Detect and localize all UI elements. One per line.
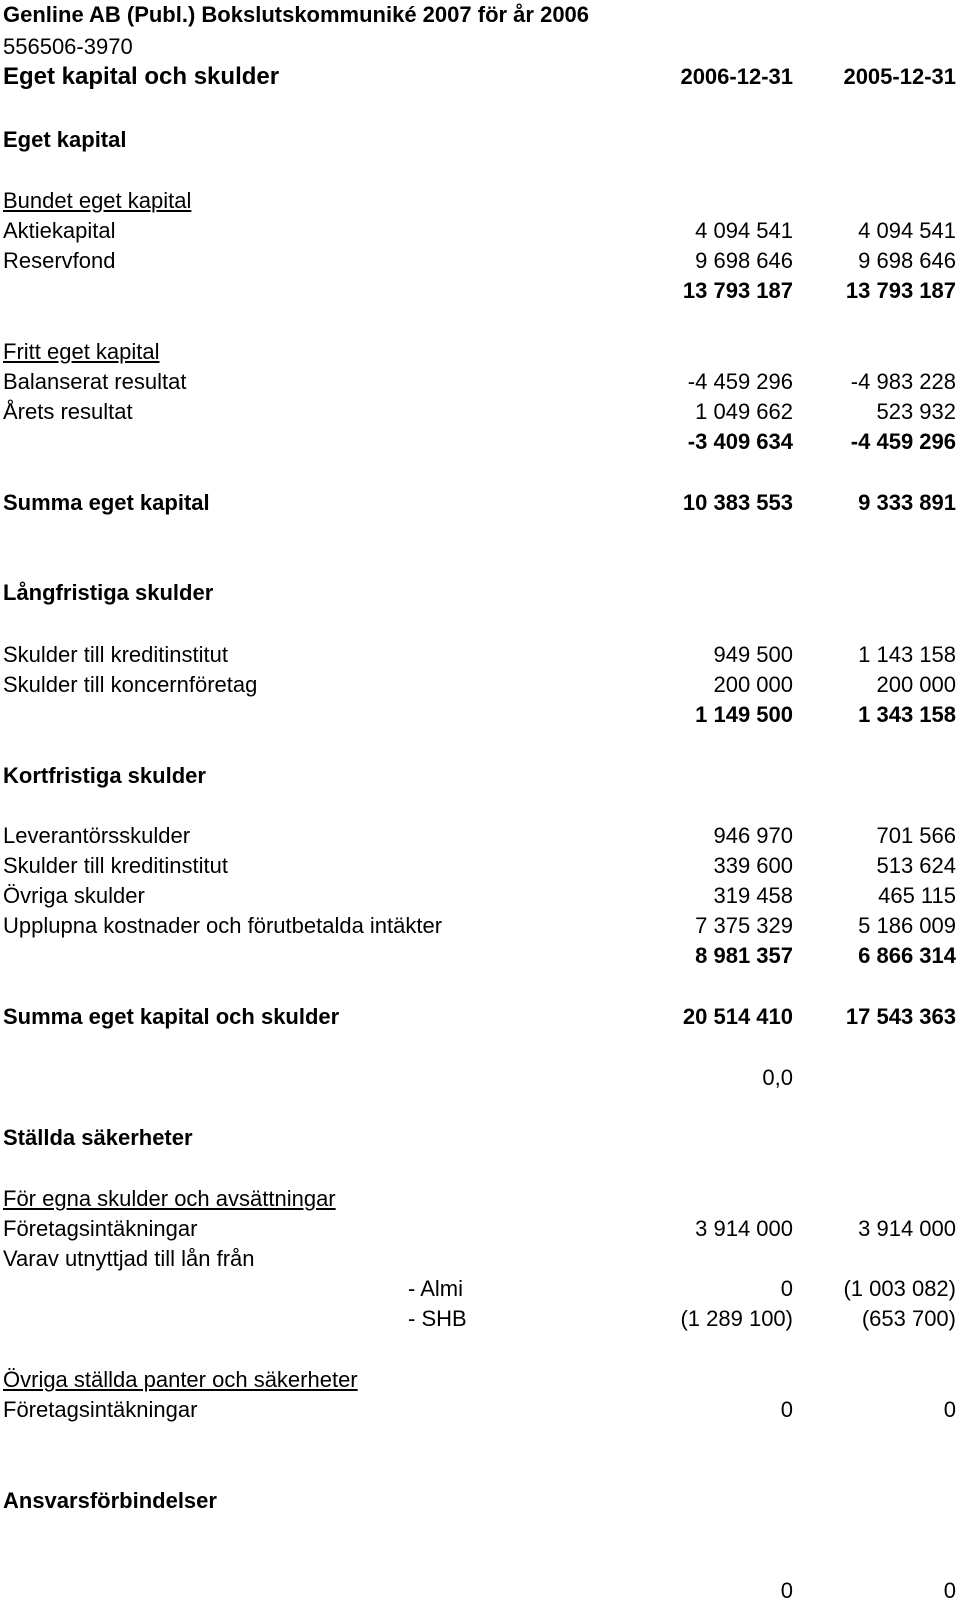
subtotal-value-2005: 6 866 314 — [858, 943, 956, 968]
row-label: Aktiekapital — [3, 218, 116, 243]
row-value-2006: 4 094 541 — [695, 218, 793, 243]
row-value-2006: 949 500 — [713, 642, 793, 667]
summa-total-2006: 20 514 410 — [682, 1004, 793, 1029]
row-value-2005: 513 624 — [876, 853, 956, 878]
sub-row-label: - Almi — [408, 1276, 463, 1301]
row-value-2005: 3 914 000 — [858, 1216, 956, 1241]
subtotal-value-2006: 13 793 187 — [682, 278, 793, 303]
row-label: Övriga skulder — [3, 883, 145, 908]
row-label: Leverantörsskulder — [3, 823, 191, 848]
eget-kapital-heading: Eget kapital — [3, 127, 127, 152]
row-label: Upplupna kostnader och förutbetalda intäkter — [3, 913, 443, 938]
ansvar-value-2006: 0 — [780, 1578, 793, 1603]
fritt-eget-kapital-heading: Fritt eget kapital — [3, 339, 160, 364]
sub-row-label: - SHB — [408, 1306, 467, 1331]
row-label: Företagsintäkningar — [3, 1397, 198, 1422]
subtotal-value-2006: 8 981 357 — [695, 943, 793, 968]
row-value-2006: -4 459 296 — [687, 369, 793, 394]
row-label: Balanserat resultat — [3, 369, 187, 394]
summa-total-2005: 17 543 363 — [845, 1004, 956, 1029]
subtotal-value-2005: -4 459 296 — [850, 429, 956, 454]
row-label: Skulder till kreditinstitut — [3, 853, 228, 878]
row-value-2006: 9 698 646 — [695, 248, 793, 273]
stallda-sakerheter-heading: Ställda säkerheter — [3, 1125, 193, 1150]
row-value-2006: 339 600 — [713, 853, 793, 878]
sub-row-value-2006: (1 289 100) — [680, 1306, 793, 1331]
ansvarsforbindelser-heading: Ansvarsförbindelser — [3, 1488, 217, 1513]
row-value-2006: 1 049 662 — [695, 399, 793, 424]
kortfristiga-skulder-heading: Kortfristiga skulder — [3, 763, 206, 788]
ansvar-value-2005: 0 — [943, 1578, 956, 1603]
row-value-2005: 523 932 — [876, 399, 956, 424]
company-title: Genline AB (Publ.) Bokslutskommuniké 2007 för år 2006 — [3, 2, 590, 27]
org-number: 556506-3970 — [3, 34, 133, 59]
sub-row-value-2006: 0 — [780, 1276, 793, 1301]
subtotal-value-2005: 1 343 158 — [858, 702, 956, 727]
check-value: 0,0 — [762, 1065, 793, 1090]
sub-row-value-2005: (653 700) — [861, 1306, 956, 1331]
column-header-2005: 2005-12-31 — [843, 64, 956, 89]
varav-label: Varav utnyttjad till lån från — [3, 1246, 255, 1271]
langfristiga-skulder-heading: Långfristiga skulder — [3, 580, 214, 605]
row-value-2005: -4 983 228 — [850, 369, 956, 394]
row-value-2005: 701 566 — [876, 823, 956, 848]
row-value-2006: 7 375 329 — [695, 913, 793, 938]
row-value-2005: 9 698 646 — [858, 248, 956, 273]
summa-total-label: Summa eget kapital och skulder — [3, 1004, 340, 1029]
subtotal-value-2006: -3 409 634 — [687, 429, 793, 454]
row-value-2005: 5 186 009 — [858, 913, 956, 938]
subtotal-value-2005: 13 793 187 — [845, 278, 956, 303]
row-value-2006: 0 — [780, 1397, 793, 1422]
row-value-2006: 319 458 — [713, 883, 793, 908]
row-label: Skulder till kreditinstitut — [3, 642, 228, 667]
row-value-2005: 4 094 541 — [858, 218, 956, 243]
section-title: Eget kapital och skulder — [3, 63, 280, 90]
subtotal-value-2006: 1 149 500 — [695, 702, 793, 727]
row-value-2005: 0 — [943, 1397, 956, 1422]
row-value-2005: 465 115 — [878, 883, 956, 908]
row-label: Reservfond — [3, 248, 116, 273]
row-value-2006: 200 000 — [713, 672, 793, 697]
column-header-2006: 2006-12-31 — [680, 64, 793, 89]
row-label: Årets resultat — [3, 399, 133, 424]
ovriga-stallda-heading: Övriga ställda panter och säkerheter — [3, 1367, 358, 1392]
row-value-2005: 200 000 — [876, 672, 956, 697]
summa-eget-kapital-2006: 10 383 553 — [682, 490, 793, 515]
summa-eget-kapital-2005: 9 333 891 — [858, 490, 956, 515]
summa-eget-kapital-label: Summa eget kapital — [3, 490, 210, 515]
row-value-2006: 3 914 000 — [695, 1216, 793, 1241]
row-label: Företagsintäkningar — [3, 1216, 198, 1241]
row-value-2006: 946 970 — [713, 823, 793, 848]
egna-skulder-heading: För egna skulder och avsättningar — [3, 1186, 336, 1211]
bundet-eget-kapital-heading: Bundet eget kapital — [3, 188, 192, 213]
row-label: Skulder till koncernföretag — [3, 672, 258, 697]
row-value-2005: 1 143 158 — [858, 642, 956, 667]
sub-row-value-2005: (1 003 082) — [843, 1276, 956, 1301]
